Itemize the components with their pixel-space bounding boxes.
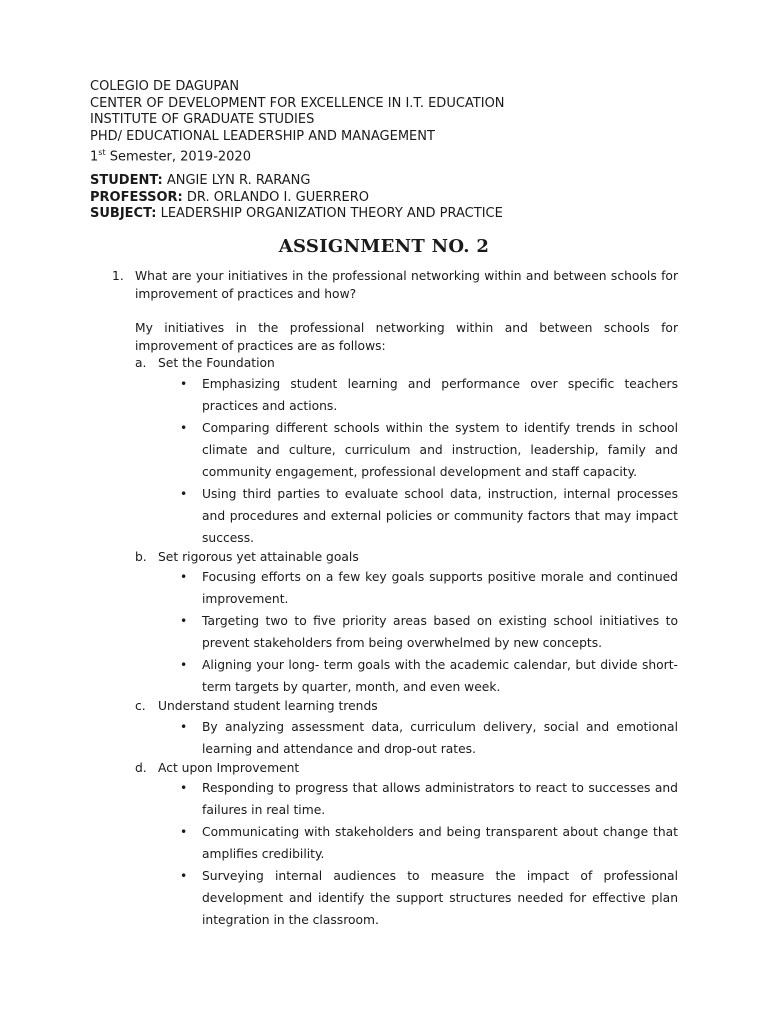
semester-text: Semester, 2019-2020 bbox=[105, 149, 251, 165]
answer-intro: My initiatives in the professional networking within and between schools for improvement of practices are as follows: bbox=[135, 321, 678, 353]
section-letter: a. bbox=[135, 356, 147, 370]
section-letter: b. bbox=[135, 549, 147, 564]
subject-line bbox=[90, 206, 690, 223]
subject-label: SUBJECT: bbox=[90, 206, 157, 221]
bullet-item: • Focusing efforts on a few key goals supports positive morale and continued improvement. bbox=[135, 566, 678, 610]
bullet-item: • Aligning your long- term goals with the academic calendar, but divide short-term targets by quarter, month, and even week. bbox=[135, 654, 678, 698]
answer-section bbox=[135, 760, 678, 932]
question bbox=[112, 268, 678, 303]
assignment-title: ASSIGNMENT NO. 2 bbox=[278, 236, 490, 257]
section-heading bbox=[135, 760, 678, 778]
professor-name: DR. ORLANDO I. GUERRERO bbox=[182, 189, 369, 205]
section-heading bbox=[135, 698, 678, 716]
bullet-item: • Targeting two to five priority areas based on existing school initiatives to prevent stakeholders from being overwhelmed by new concepts. bbox=[135, 610, 678, 654]
section-heading bbox=[135, 549, 678, 567]
professor-line bbox=[90, 190, 690, 207]
bullet-list bbox=[135, 373, 678, 549]
student-label: STUDENT: bbox=[90, 173, 163, 188]
student-name: ANGIE LYN R. RARANG bbox=[162, 173, 311, 188]
bullet-item: • By analyzing assessment data, curriculum delivery, social and emotional learning and attendance and drop-out rates. bbox=[135, 716, 678, 760]
answer-sections bbox=[112, 355, 678, 931]
section-heading-text: Act upon Improvement bbox=[158, 760, 300, 775]
student-info bbox=[90, 173, 690, 223]
header-line: COLEGIO DE DAGUPAN bbox=[90, 79, 240, 94]
bullet-list bbox=[135, 777, 678, 931]
subject-name: LEADERSHIP ORGANIZATION THEORY AND PRACTICE bbox=[156, 206, 503, 221]
institution-header bbox=[90, 79, 690, 166]
section-heading-text: Set rigorous yet attainable goals bbox=[158, 549, 359, 564]
semester-number: 1 bbox=[90, 149, 99, 165]
semester-suffix: st bbox=[98, 148, 106, 157]
bullet-list bbox=[135, 716, 678, 760]
section-heading bbox=[135, 355, 678, 373]
bullet-item: • Responding to progress that allows administrators to react to successes and failures in real time. bbox=[135, 777, 678, 821]
header-line: PHD/ EDUCATIONAL LEADERSHIP AND MANAGEMENT bbox=[90, 128, 435, 144]
header-line: INSTITUTE OF GRADUATE STUDIES bbox=[90, 112, 315, 127]
section-heading-text: Set the Foundation bbox=[158, 356, 275, 370]
answer-section bbox=[135, 549, 678, 699]
bullet-item: • Using third parties to evaluate school data, instruction, internal processes and procedures and external policies or community factors that may impact success. bbox=[135, 483, 678, 549]
student-line bbox=[90, 173, 690, 190]
bullet-item: • Comparing different schools within the system to identify trends in school climate and culture, curriculum and instruction, leadership, family and community engagement, professional development and staff capacity. bbox=[135, 417, 678, 483]
semester-line bbox=[90, 145, 690, 166]
professor-label: PROFESSOR: bbox=[90, 189, 183, 205]
section-heading-text: Understand student learning trends bbox=[158, 699, 378, 713]
bullet-item: • Emphasizing student learning and performance over specific teachers practices and actions. bbox=[135, 373, 678, 417]
answer-section bbox=[135, 355, 678, 549]
bullet-item: • Surveying internal audiences to measure the impact of professional development and identify the support structures needed for effective plan integration in the classroom. bbox=[135, 865, 678, 931]
answer-section bbox=[135, 698, 678, 760]
question-number: 1. bbox=[112, 269, 124, 283]
header-line: CENTER OF DEVELOPMENT FOR EXCELLENCE IN I.T. EDUCATION bbox=[90, 95, 505, 111]
section-letter: c. bbox=[135, 699, 146, 713]
bullet-item: • Communicating with stakeholders and being transparent about change that amplifies credibility. bbox=[135, 821, 678, 865]
bullet-list bbox=[135, 566, 678, 698]
section-letter: d. bbox=[135, 760, 147, 775]
question-text: What are your initiatives in the professional networking within and between schools for improvement of practices and how? bbox=[135, 269, 678, 301]
assignment-body bbox=[112, 268, 678, 931]
